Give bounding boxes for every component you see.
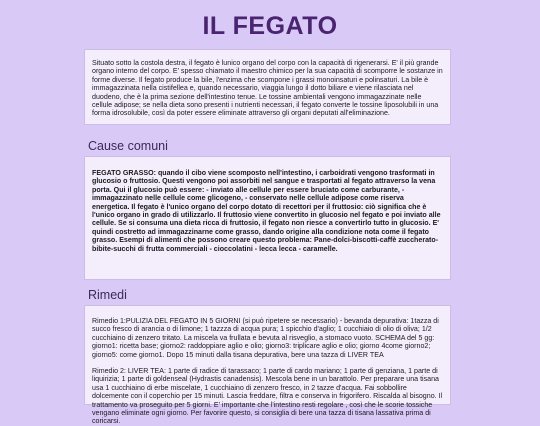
- remedy-item-1: Rimedio 1:PULIZIA DEL FEGATO IN 5 GIORNI (si può ripetere se necessario) - bevanda depurativa: 1tazza di succo fresco di arancia o di limone; 1 tazzza di acqua pura; 1 spicchio d'aglio; 1 cucchiaio di olio di oliva; 1/2 cucchiaino di zenzero tritato. La miscela va frullata e bevuta al risveglio, a stomaco vuoto. SCHEMA del 5 gg: giorno1: ricetta base; giorno2: raddoppiare aglio e olio; giorno3: triplicare aglio e olio; giorno 4come giorno2; giorno5: come giorno1. Dopo 15 minuti dalla tisana depurativa, bere una tazza di LIVER TEA: [92, 317, 439, 359]
- remedies-heading: Rimedi: [88, 288, 127, 302]
- causes-box: [84, 156, 451, 280]
- causes-heading: Cause comuni: [88, 139, 168, 153]
- intro-box: [84, 49, 451, 125]
- remedy-item-2: Rimedio 2: LIVER TEA: 1 parte di radice di tarassaco; 1 parte di cardo mariano; 1 parte di genziana, 1 parte di liquirizia; 1 parte di goldenseal (Hydrastis canadensis). Mescola bene in un barattolo. Per preparare una tisana usa 1 cucchiaino di erbe miscelate, 1 cucchiaino di zenzero fresco, in 2 tazze d'acqua. Fai sobbollire dolcemente con il coperchio per 15 minuti. Lascia freddare, filtra e conserva in frigorifero. Riscalda al bisogno. Il trattamento va proseguito per 5 giorni. E' importante che l'intestino resti regolare , così che le scorie tossiche vengano eliminate ogni giorno. Per favorire questo, si consiglia di bere una tazza di tisana lassativa prima di coricarsi.: [92, 367, 443, 426]
- remedies-box: [84, 305, 451, 426]
- intro-text: Situato sotto la costola destra, il fegato è lunico organo del corpo con la capacità di rigenerarsi. E' il più grande organo interno del corpo. E' spesso chiamato il maestro chimico per la sua capacità di scomporre le sostanze in forme diverse. Il fegato produce la bile, l'enzima che scompone i grassi monoinsaturi e polinsaturi. La bile è immagazzinata nella cistifellea e, quando necessario, viaggia lungo il dotto biliare e viene rilasciata nel duodeno, che è la prima sezione dell'intestino tenue. Le tossine ambientali vengono immagazzinate nelle cellule adipose; se nella dieta sono presenti i nutrienti necessari, il fegato converte le tossine liposolubili in una forma idrosolubile, così da poter essere eliminate attraverso gli organi deputati all'eliminazione.: [92, 59, 443, 118]
- page-title: IL FEGATO: [202, 12, 338, 40]
- causes-text: FEGATO GRASSO: quando il cibo viene scomposto nell'intestino, i carboidrati vengono trasformati in glucosio o fruttosio. Questi vengono poi assorbiti nel sangue e trasportati al fegato attraverso la vena porta. Qui il glucosio può essere: - inviato alle cellule per essere bruciato come carburante, - immagazzinato nelle cellule come glicogeno, - conservato nelle cellule adipose come riserva energetica. Il fegato è l'unico organo del corpo dotato di recettori per il fruttosio: ciò significa che è l'unico organo in grado di utilizzarlo. Il fruttosio viene convertito in glucosio nel fegato e poi inviato alle cellule. Se si consuma una dieta ricca di fruttosio, il fegato non riesce a convertirlo tutto in glucosio. E' quindi costretto ad immagazzinarne come grasso, dando origine alla condizione nota come il fegato grasso. Esempi di alimenti che possono creare questo problema: Pane-dolci-biscotti-caffè zuccherato-bibite-succhi di frutta commerciali - cioccolatini - lecca lecca - caramelle.: [92, 169, 441, 253]
